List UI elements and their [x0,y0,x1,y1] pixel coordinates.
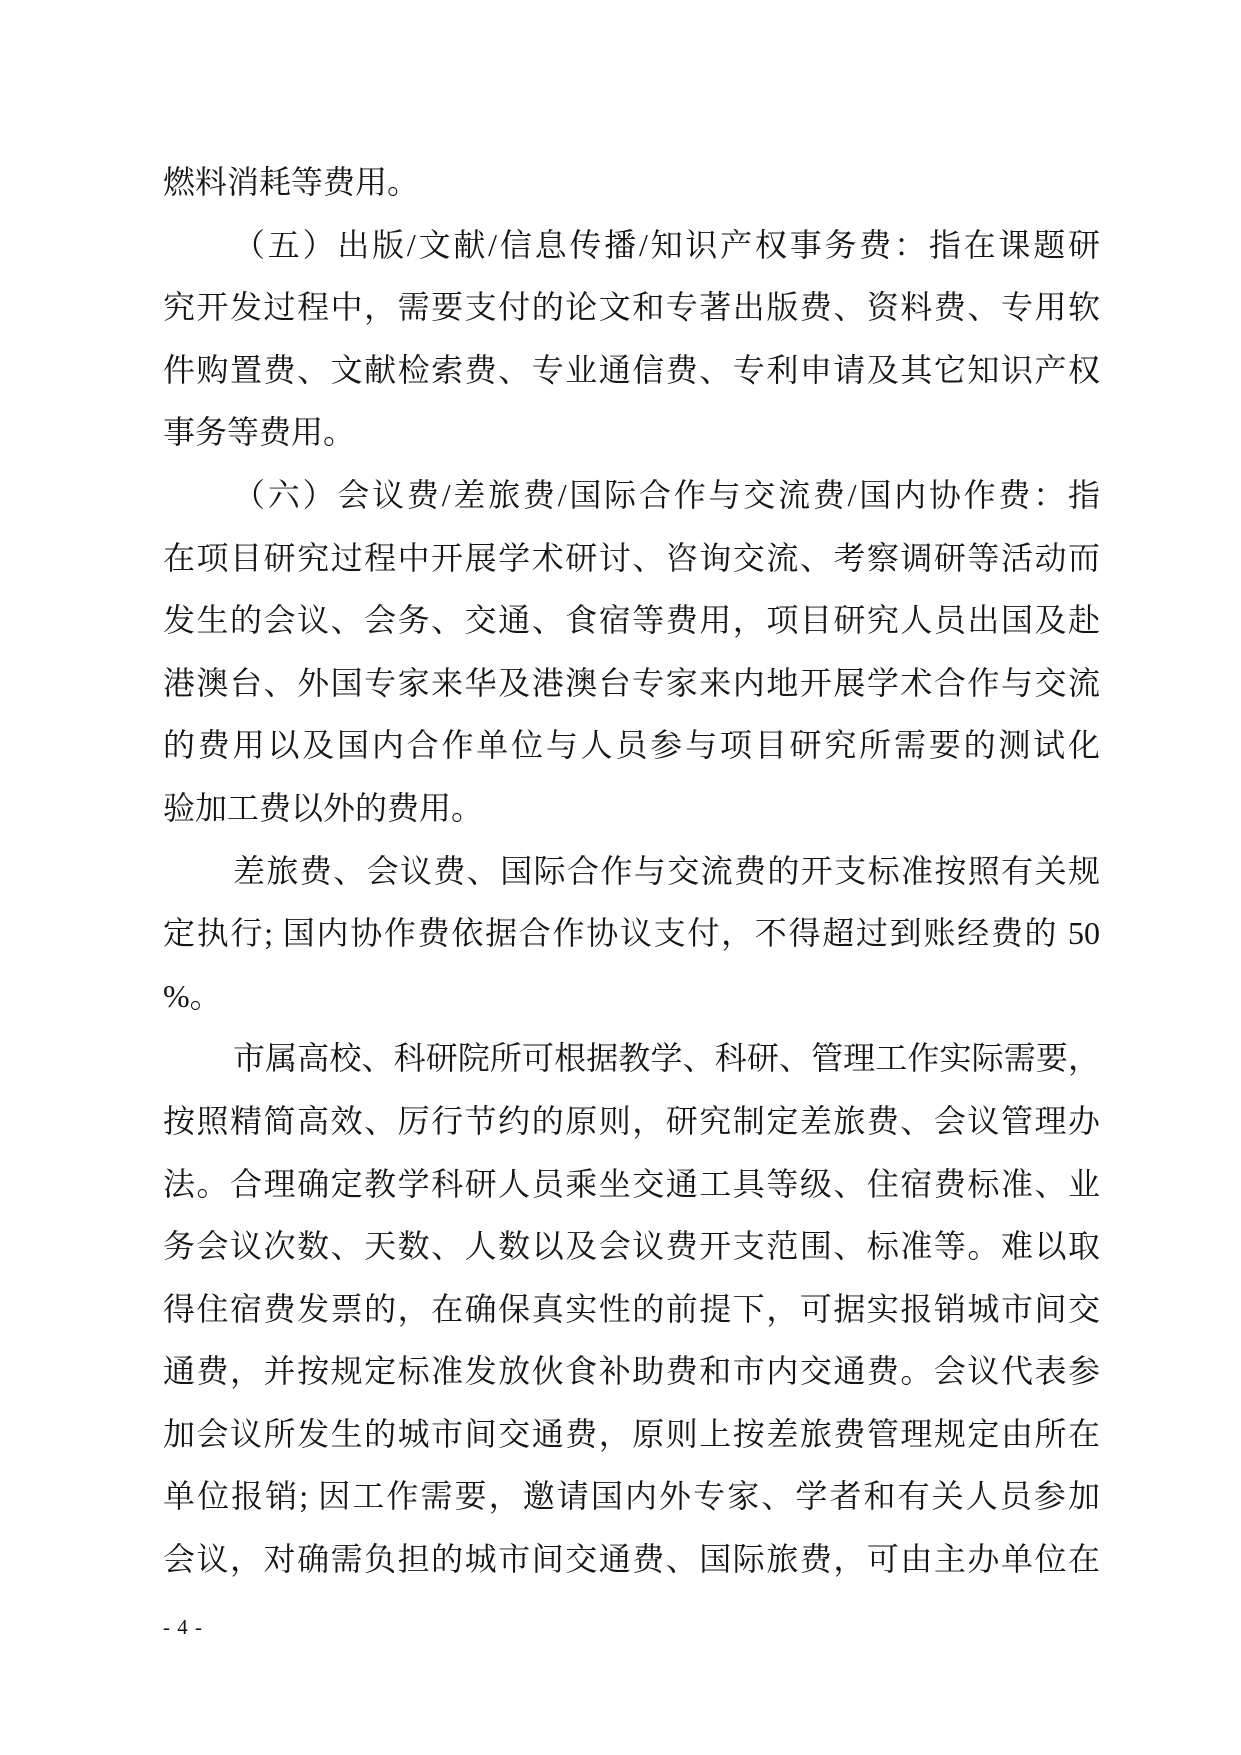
text-line: 法。合理确定教学科研人员乘坐交通工具等级、住宿费标准、业 [163,1165,1100,1202]
text-line: 事务等费用。 [163,414,356,451]
text-line: 加会议所发生的城市间交通费，原则上按差旅费管理规定由所在 [163,1415,1100,1452]
document-body [163,151,1100,1591]
text-line: 燃料消耗等费用。 [163,164,420,200]
text-line: 究开发过程中，需要支付的论文和专著出版费、资料费、专用软 [163,289,1100,326]
text-line: 市属高校、科研院所可根据教学、科研、管理工作实际需要， [233,1040,1100,1077]
text-line: 发生的会议、会务、交通、食宿等费用，项目研究人员出国及赴 [163,602,1100,639]
text-line: （五）出版/文献/信息传播/知识产权事务费：指在课题研 [233,226,1100,263]
text-line: 验加工费以外的费用。 [163,789,484,826]
text-line: 差旅费、会议费、国际合作与交流费的开支标准按照有关规 [233,852,1100,889]
text-line: %。 [163,977,222,1014]
text-line: 通费，并按规定标准发放伙食补助费和市内交通费。会议代表参 [163,1353,1100,1390]
text-line: 单位报销; 因工作需要，邀请国内外专家、学者和有关人员参加 [163,1478,1100,1515]
text-line: 按照精简高效、厉行节约的原则，研究制定差旅费、会议管理办 [163,1102,1100,1139]
text-line: 件购置费、文献检索费、专业通信费、专利申请及其它知识产权 [163,351,1100,388]
text-line: 得住宿费发票的，在确保真实性的前提下，可据实报销城市间交 [163,1290,1100,1327]
text-line: 务会议次数、天数、人数以及会议费开支范围、标准等。难以取 [163,1228,1100,1265]
text-line: 在项目研究过程中开展学术研讨、咨询交流、考察调研等活动而 [163,539,1100,576]
text-line: 的费用以及国内合作单位与人员参与项目研究所需要的测试化 [163,727,1100,764]
text-line: 会议，对确需负担的城市间交通费、国际旅费，可由主办单位在 [163,1541,1100,1578]
text-line: 港澳台、外国专家来华及港澳台专家来内地开展学术合作与交流 [163,664,1100,701]
text-line: （六）会议费/差旅费/国际合作与交流费/国内协作费：指 [233,476,1100,513]
text-line: 定执行; 国内协作费依据合作协议支付，不得超过到账经费的 50 [163,915,1100,952]
page-number: - 4 - [163,1615,203,1639]
